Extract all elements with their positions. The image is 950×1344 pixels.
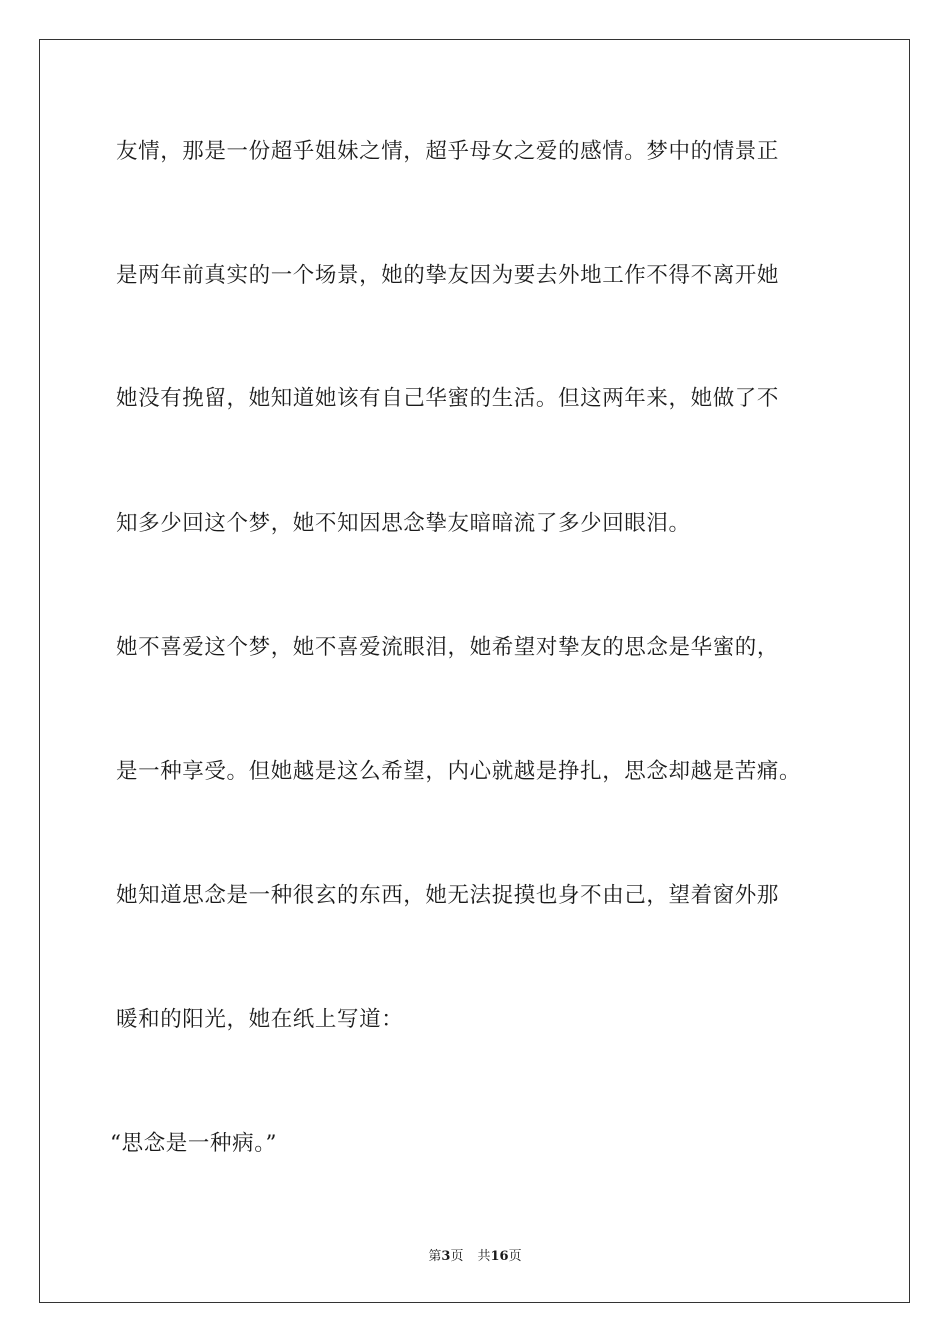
body-line-9: “思念是一种病。” [110,1131,278,1156]
footer-total-suffix: 页 [508,1249,522,1264]
footer-total-pages: 16 [490,1249,509,1264]
page-footer [0,1248,950,1266]
footer-page-prefix: 第 [428,1249,442,1264]
footer-page-number: 3 [441,1249,451,1264]
body-line-3: 她没有挽留，她知道她该有自己华蜜的生活。但这两年来，她做了不 [116,386,780,411]
body-line-4: 知多少回这个梦，她不知因思念挚友暗暗流了多少回眼泪。 [116,511,691,536]
body-line-7: 她知道思念是一种很玄的东西，她无法捉摸也身不由己，望着窗外那 [116,883,780,908]
footer-total-prefix: 共 [477,1249,491,1264]
body-line-8: 暖和的阳光，她在纸上写道： [116,1007,404,1032]
page-border [39,39,910,1303]
body-line-2: 是两年前真实的一个场景，她的挚友因为要去外地工作不得不离开她 [116,263,780,288]
body-line-1: 友情，那是一份超乎姐妹之情，超乎母女之爱的感情。梦中的情景正 [116,139,780,164]
body-line-5: 她不喜爱这个梦，她不喜爱流眼泪，她希望对挚友的思念是华蜜的， [116,635,780,660]
body-line-6: 是一种享受。但她越是这么希望，内心就越是挣扎，思念却越是苦痛。 [116,759,802,784]
footer-page-suffix: 页 [450,1249,464,1264]
